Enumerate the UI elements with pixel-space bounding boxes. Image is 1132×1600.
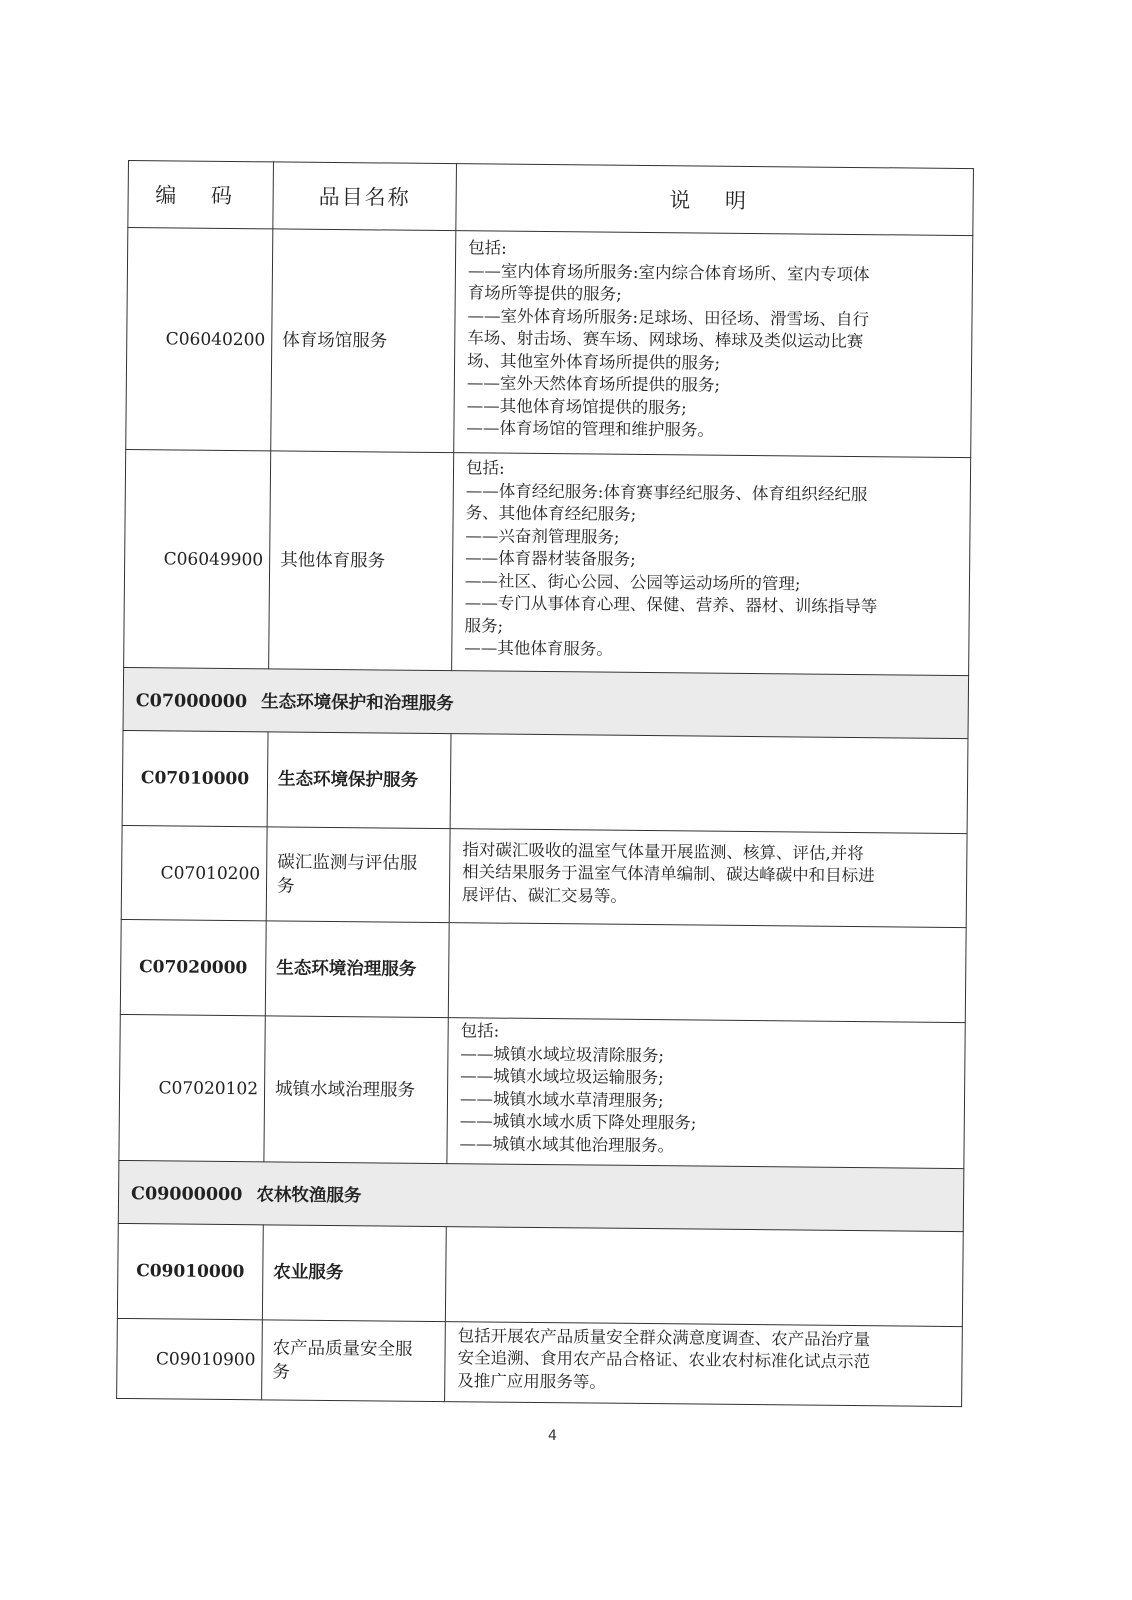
- description-line: ——专门从事体育心理、保健、营养、器材、训练指导等: [464, 593, 878, 617]
- item-name: 体育场馆服务: [271, 229, 456, 453]
- item-row: [126, 228, 973, 458]
- item-name-line: 务: [276, 875, 295, 897]
- item-name-line: 务: [272, 1361, 290, 1383]
- item-row: [119, 1014, 965, 1168]
- description-line: ——城镇水域水质下降处理服务;: [459, 1111, 697, 1133]
- table-body: [117, 228, 973, 1407]
- subcategory-row: [122, 730, 968, 833]
- item-name: 城镇水域治理服务: [264, 1016, 448, 1164]
- category-cell: [118, 1160, 964, 1231]
- subcategory-description: [450, 734, 968, 834]
- category-name: 农林牧渔服务: [256, 1184, 362, 1206]
- description-line: 包括开展农产品质量安全群众满意度调查、农产品治疗量: [457, 1325, 871, 1349]
- header-description: 说 明: [456, 164, 974, 236]
- page-number: 4: [548, 1428, 557, 1444]
- description-line: 相关结果服务于温室气体清单编制、碳达峰碳中和目标进: [462, 862, 875, 886]
- description-line: ——城镇水域垃圾运输服务;: [460, 1066, 664, 1088]
- item-code: C09010900: [117, 1318, 263, 1399]
- description-line: 指对碳汇吸收的温室气体量开展监测、核算、评估,并将: [462, 839, 864, 863]
- item-description: [447, 1018, 965, 1169]
- item-name: [262, 1320, 446, 1402]
- category-row: [118, 1160, 964, 1231]
- table-header-row: [128, 161, 974, 236]
- subcategory-row: [117, 1223, 963, 1326]
- item-description: [445, 1322, 963, 1407]
- description-line: 包括:: [465, 458, 505, 478]
- item-code: C07010200: [121, 825, 267, 920]
- item-code: C06040200: [126, 228, 273, 451]
- category-name: 生态环境保护和治理服务: [261, 691, 454, 714]
- description-line: 育场所等提供的服务;: [467, 283, 622, 304]
- description-line: ——其他体育服务。: [464, 638, 613, 659]
- category-code: C09000000: [130, 1183, 243, 1205]
- service-catalog-table: [116, 160, 974, 1407]
- description-line: 安全追溯、食用农产品合格证、农业农村标准化试点示范: [457, 1348, 871, 1372]
- description-line: ——城镇水域其他治理服务。: [459, 1133, 675, 1155]
- item-description: [454, 231, 973, 458]
- item-name: 其他体育服务: [269, 451, 454, 671]
- category-row: [123, 667, 969, 738]
- description-line: 务、其他体育经纪服务;: [465, 503, 637, 525]
- item-code: C07020102: [119, 1014, 265, 1161]
- subcategory-description: [448, 923, 966, 1023]
- item-name: [266, 827, 450, 923]
- header-code: 编 码: [128, 161, 274, 229]
- header-item-name: 品目名称: [273, 162, 457, 231]
- item-row: [121, 825, 967, 927]
- subcategory-code: C07010000: [122, 730, 268, 826]
- description-line: ——其他体育场馆提供的服务;: [466, 396, 687, 418]
- description-line: ——室外体育场所服务:足球场、田径场、滑雪场、自行: [467, 306, 870, 329]
- description-line: ——城镇水域水草清理服务;: [459, 1088, 664, 1110]
- description-line: 包括:: [460, 1021, 500, 1041]
- description-line: ——兴奋剂管理服务;: [465, 526, 620, 547]
- description-line: ——体育经纪服务:体育赛事经纪服务、体育组织经纪服: [465, 481, 868, 504]
- subcategory-name: 农业服务: [262, 1225, 446, 1322]
- category-cell: [123, 667, 969, 738]
- subcategory-row: [120, 919, 966, 1022]
- item-code: C06049900: [124, 449, 271, 668]
- description-line: ——城镇水域垃圾清除服务;: [460, 1043, 665, 1065]
- description-line: 包括:: [468, 238, 507, 258]
- item-description: [452, 453, 971, 676]
- item-description: [449, 829, 967, 928]
- subcategory-name: 生态环境保护服务: [267, 732, 451, 829]
- description-line: 及推广应用服务等。: [457, 1370, 606, 1392]
- description-line: 场、其他室外体育场所提供的服务;: [466, 351, 721, 373]
- subcategory-code: C07020000: [120, 919, 266, 1015]
- description-line: ——室内体育场所服务:室内综合体育场所、室内专项体: [467, 261, 870, 284]
- description-line: ——社区、街心公园、公园等运动场所的管理;: [464, 571, 801, 594]
- subcategory-name: 生态环境治理服务: [265, 921, 449, 1018]
- item-row: [117, 1318, 963, 1406]
- description-line: ——室外天然体育场所提供的服务;: [466, 373, 721, 395]
- description-line: 车场、射击场、赛车场、网球场、棒球及类似运动比赛: [467, 328, 864, 352]
- description-line: ——体育器材装备服务;: [465, 548, 636, 570]
- description-line: 展评估、碳汇交易等。: [461, 884, 628, 906]
- item-row: [124, 449, 971, 675]
- category-code: C07000000: [135, 690, 248, 712]
- item-name-line: 碳汇监测与评估服: [277, 851, 418, 874]
- subcategory-description: [445, 1227, 963, 1327]
- item-name-line: 农产品质量安全服: [272, 1337, 413, 1360]
- description-line: ——体育场馆的管理和维护服务。: [466, 418, 715, 440]
- subcategory-code: C09010000: [117, 1223, 263, 1319]
- description-line: 服务;: [464, 616, 504, 636]
